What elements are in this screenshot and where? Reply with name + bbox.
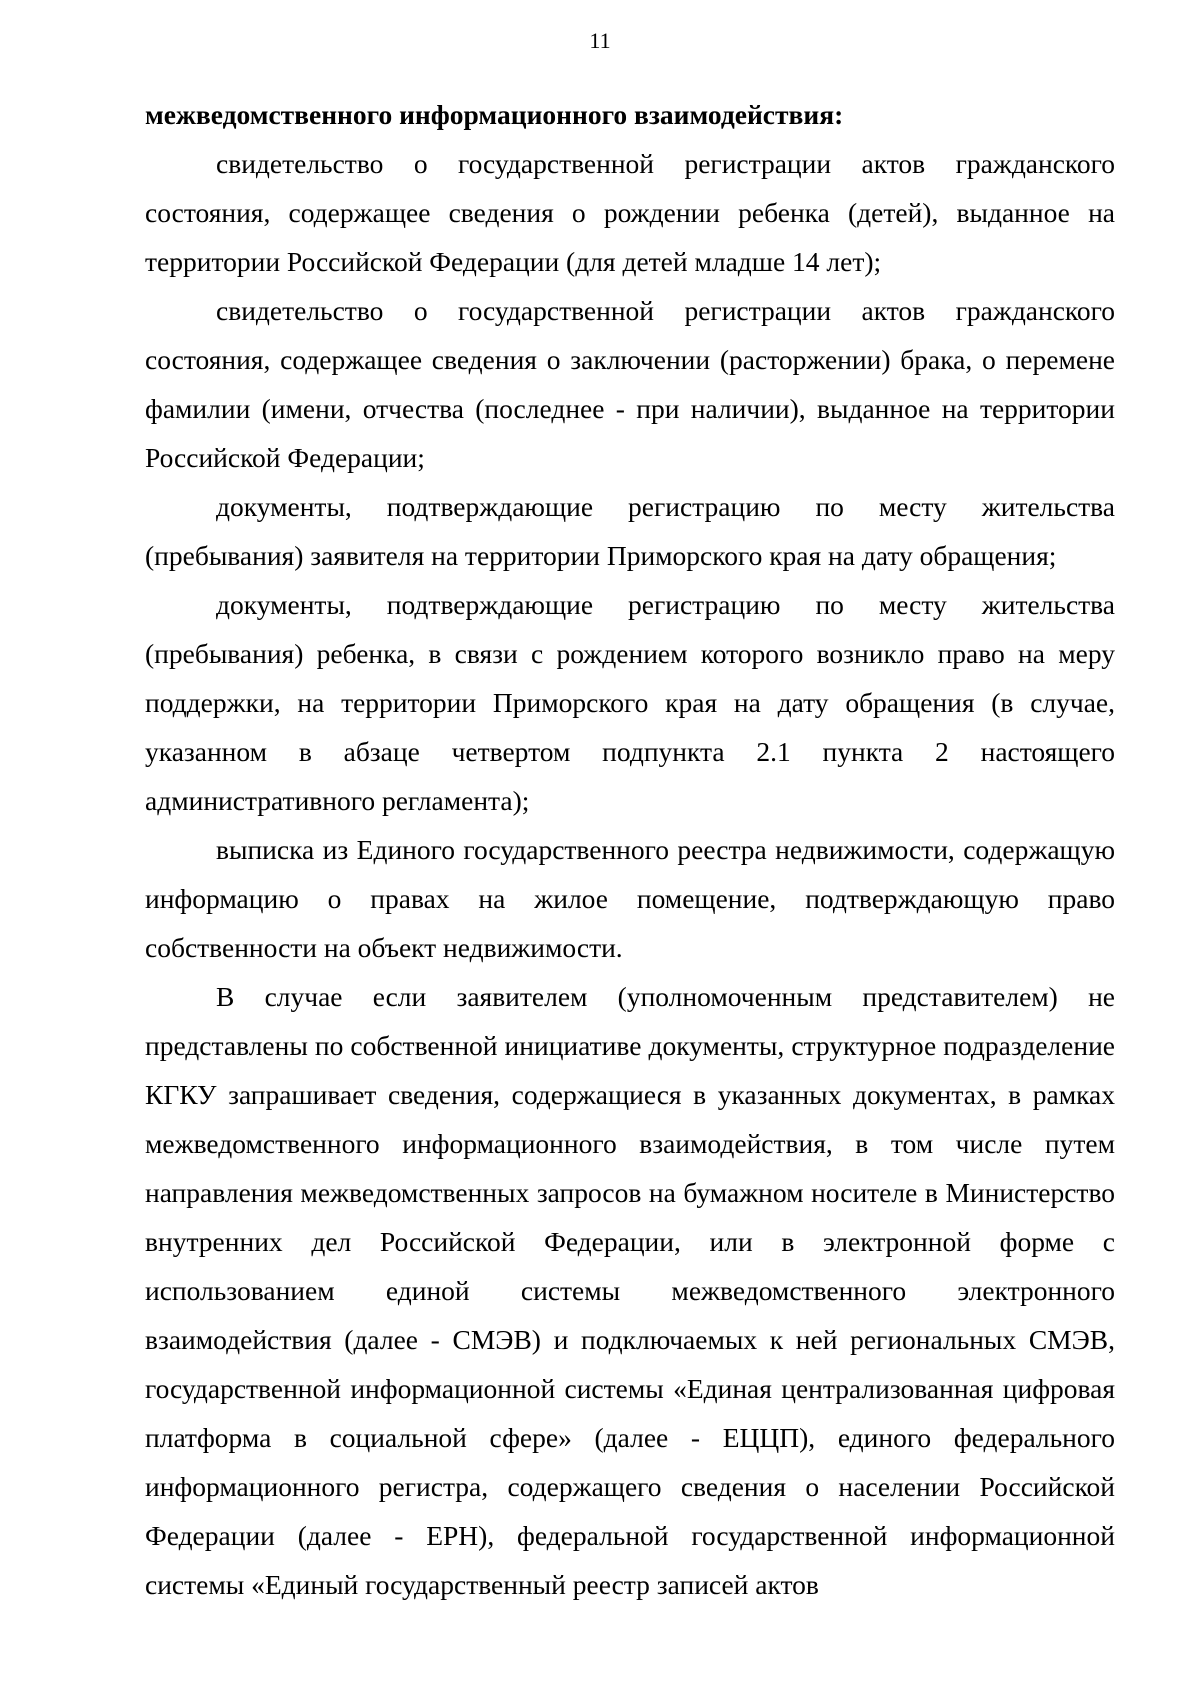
- section-heading: межведомственного информационного взаимодействия:: [145, 99, 844, 130]
- paragraph-birth-certificate: свидетельство о государственной регистрации актов гражданского состояния, содержащее сведения о рождении ребенка (детей), выданное на территории Российской Федерации (для детей младше 14 лет);: [145, 148, 1115, 277]
- paragraph-applicant-registration: документы, подтверждающие регистрацию по месту жительства (пребывания) заявителя на территории Приморского края на дату обращения;: [145, 491, 1115, 571]
- paragraph-real-estate-extract: выписка из Единого государственного реестра недвижимости, содержащую информацию о правах на жилое помещение, подтверждающую право собственности на объект недвижимости.: [145, 834, 1115, 963]
- paragraph-interagency-requests: В случае если заявителем (уполномоченным представителем) не представлены по собственной инициативе документы, структурное подразделение КГКУ запрашивает сведения, содержащиеся в указанных документах, в рамках межведомственного информационного взаимодействия, в том числе путем направления межведомственных запросов на бумажном носителе в Министерство внутренних дел Российской Федерации, или в электронной форме с использованием единой системы межведомственного электронного взаимодействия (далее - СМЭВ) и подключаемых к ней региональных СМЭВ, государственной информационной системы «Единая централизованная цифровая платформа в социальной сфере» (далее - ЕЦЦП), единого федерального информационного регистра, содержащего сведения о населении Российской Федерации (далее - ЕРН), федеральной государственной информационной системы «Единый государственный реестр записей актов: [145, 981, 1115, 1600]
- document-body: [145, 90, 1115, 1609]
- paragraph-marriage-certificate: свидетельство о государственной регистрации актов гражданского состояния, содержащее сведения о заключении (расторжении) брака, о перемене фамилии (имени, отчества (последнее - при наличии), выданное на территории Российской Федерации;: [145, 295, 1115, 473]
- page-number: 11: [589, 28, 611, 53]
- paragraph-child-registration: документы, подтверждающие регистрацию по месту жительства (пребывания) ребенка, в связи с рождением которого возникло право на меру поддержки, на территории Приморского края на дату обращения (в случае, указанном в абзаце четвертом подпункта 2.1 пункта 2 настоящего административного регламента);: [145, 589, 1115, 816]
